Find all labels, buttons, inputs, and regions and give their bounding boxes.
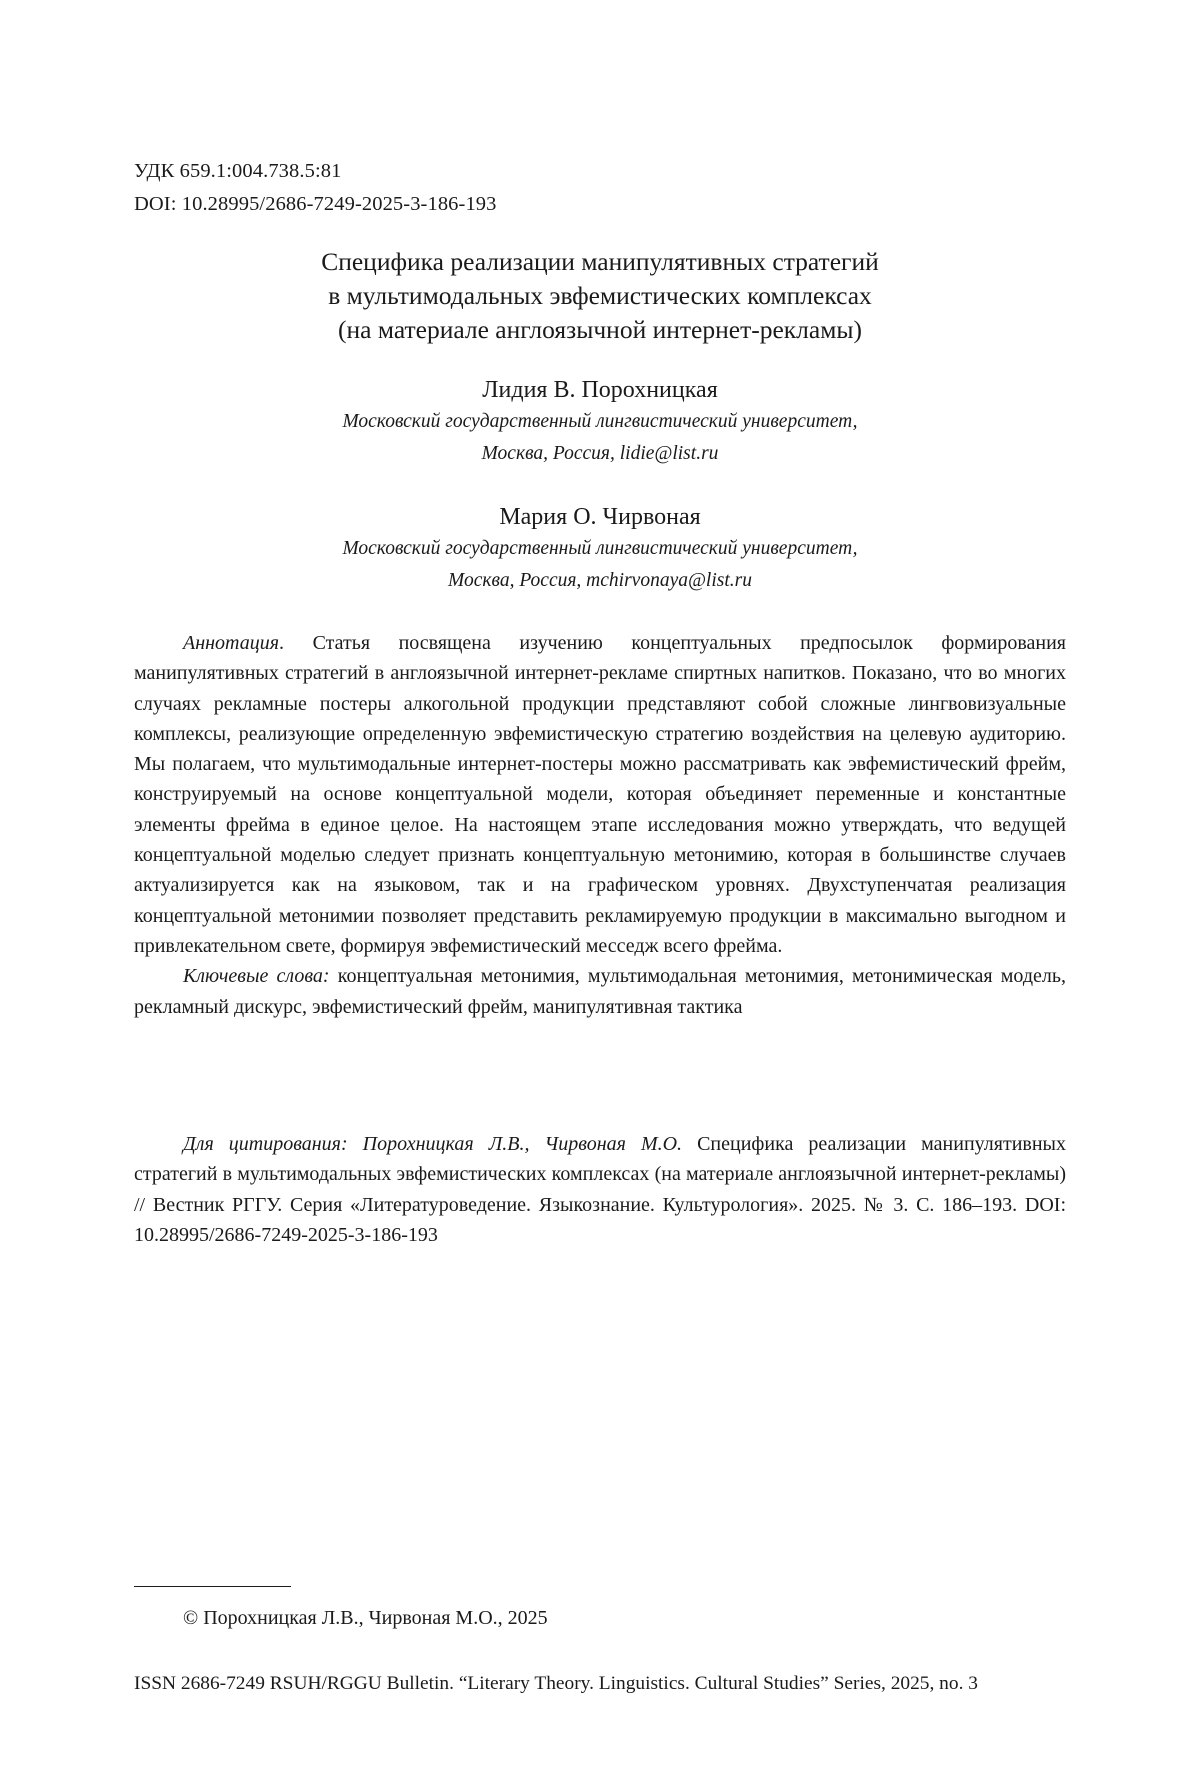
author-affiliation: Московский государственный лингвистический университет, [342, 411, 858, 432]
citation-label: Для цитирования: Порохницкая Л.В., Чирвоная М.О. [183, 1133, 683, 1155]
doi-line: DOI: 10.28995/2686-7249-2025-3-186-193 [134, 193, 497, 215]
title-line-1: Специфика реализации манипулятивных стратегий [321, 247, 879, 276]
title-line-3: (на материале англоязычной интернет-рекламы) [338, 315, 862, 344]
keywords-paragraph [134, 961, 1066, 1022]
abstract-section [134, 628, 1066, 1022]
abstract-text: . Статья посвящена изучению концептуальных предпосылок формирования манипулятивных стратегий в англоязычной интернет-рекламе спиртных напитков. Показано, что во многих случаях рекламные постеры алкогольной продукции представляют собой сложные лингвовизуальные комплексы, реализующие определенную эвфемистическую стратегию воздействия на целевую аудиторию. Мы полагаем, что мультимодальные интернет-постеры можно рассматривать как эвфемистический фрейм, конструируемый на основе концептуальной модели, которая объединяет переменные и константные элементы фрейма в единое целое. На настоящем этапе исследования можно утверждать, что ведущей концептуальной моделью следует признать концептуальную метонимию, которая в большинстве случаев актуализируется как на языковом, так и на графическом уровнях. Двухступенчатая реализация концептуальной метонимии позволяет представить рекламируемую продукции в максимально выгодном и привлекательном свете, формируя эвфемистический месседж всего фрейма. [134, 632, 1066, 957]
abstract-paragraph [134, 628, 1066, 961]
author-location-email: Москва, Россия, mchirvonaya@list.ru [448, 570, 752, 591]
citation-text: Специфика реализации манипулятивных стратегий в мультимодальных эвфемистических комплексах (на материале англоязычной интернет-рекламы) // Вестник РГГУ. Серия «Литературоведение. Языкознание. Культурология». 2025. № 3. С. 186–193. DOI: 10.28995/2686-7249-2025-3-186-193 [134, 1133, 1066, 1246]
author-affiliation: Московский государственный лингвистический университет, [342, 538, 858, 559]
citation-section [134, 1129, 1066, 1250]
citation-paragraph [134, 1129, 1066, 1250]
journal-footer: ISSN 2686-7249 RSUH/RGGU Bulletin. “Literary Theory. Linguistics. Cultural Studies” Series, 2025, no. 3 [134, 1673, 978, 1694]
author-name: Мария О. Чирвоная [499, 504, 701, 530]
keywords-label: Ключевые слова: [183, 965, 330, 988]
abstract-label: Аннотация [183, 632, 280, 654]
author-name: Лидия В. Порохницкая [482, 377, 718, 403]
keywords-text: концептуальная метонимия, мультимодальная метонимия, метонимическая модель, рекламный дискурс, эвфемистический фрейм, манипулятивная тактика [134, 965, 1066, 1018]
author-block-1 [134, 374, 1066, 470]
copyright-footnote: © Порохницкая Л.В., Чирвоная М.О., 2025 [183, 1607, 548, 1629]
author-block-2 [134, 501, 1066, 597]
article-metadata [134, 155, 497, 221]
footnote-divider [134, 1586, 291, 1587]
title-line-2: в мультимодальных эвфемистических комплексах [328, 281, 872, 310]
udk-code: УДК 659.1:004.738.5:81 [134, 160, 342, 182]
author-location-email: Москва, Россия, lidie@list.ru [481, 443, 719, 464]
article-title [134, 245, 1066, 347]
